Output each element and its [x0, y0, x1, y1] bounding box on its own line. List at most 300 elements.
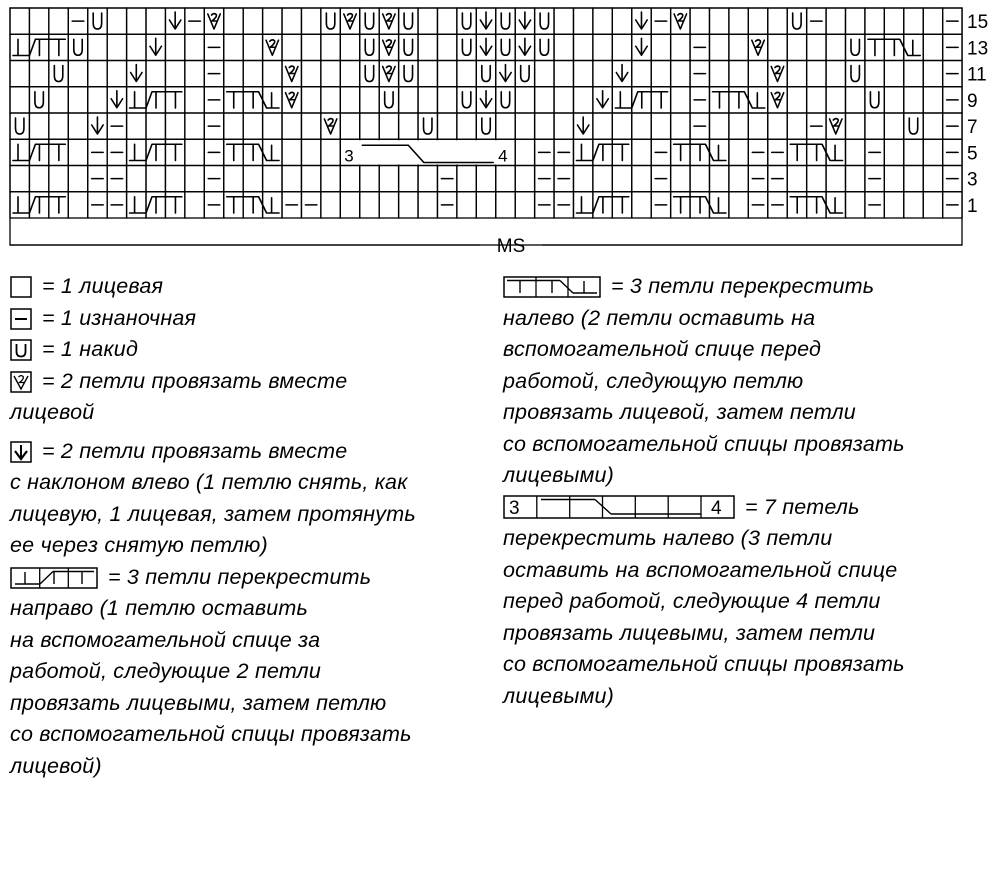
row-number: 3	[967, 169, 978, 191]
chart-cell	[360, 8, 379, 34]
k2tog-digit	[270, 40, 276, 47]
yarn-over-symbol	[404, 39, 412, 55]
chart-cell	[923, 8, 942, 34]
chart-cell	[224, 8, 243, 34]
chart-cell	[68, 113, 87, 139]
chart-cell	[709, 8, 728, 34]
chart-cell	[923, 61, 942, 87]
chart-cell	[807, 61, 826, 87]
chart-cell	[107, 34, 126, 60]
chart-cell	[49, 87, 68, 113]
chart-cell	[787, 166, 806, 192]
cross-right-symbol	[13, 144, 65, 160]
chart-cell	[418, 8, 437, 34]
chart-cell	[437, 61, 456, 87]
chart-cell	[379, 87, 398, 113]
chart-cell	[612, 166, 631, 192]
chart-cell	[904, 8, 923, 34]
chart-cell	[185, 192, 204, 218]
chart-cell	[476, 192, 495, 218]
chart-cell	[340, 61, 359, 87]
legend-cross-right-text-7: лицевой)	[10, 753, 102, 778]
chart-cell	[496, 87, 515, 113]
chart-cell	[88, 61, 107, 87]
chart-cell	[593, 113, 612, 139]
chart-cell	[165, 61, 184, 87]
chart-cell	[10, 166, 29, 192]
chart-cell	[88, 8, 107, 34]
yarn-over-symbol	[35, 92, 43, 108]
chart-cell	[904, 61, 923, 87]
knit-stitch-icon	[10, 276, 32, 298]
cross-left-symbol	[674, 197, 726, 213]
yarn-over-symbol	[540, 39, 548, 55]
chart-cell	[68, 139, 87, 165]
chart-cell	[321, 61, 340, 87]
chart-cell	[729, 8, 748, 34]
chart-cell	[923, 166, 942, 192]
chart-cell	[49, 61, 68, 87]
yarn-over-symbol	[54, 66, 62, 82]
row-number: 13	[967, 38, 989, 60]
chart-cell	[165, 34, 184, 60]
legend-cross-left-text-2: налево (2 петли оставить на	[503, 305, 816, 330]
chart-cell	[399, 61, 418, 87]
chart-cell	[360, 192, 379, 218]
chart-cell	[884, 192, 903, 218]
cross-left-symbol	[227, 197, 279, 213]
yarn-over-symbol	[870, 92, 878, 108]
chart-cell	[904, 166, 923, 192]
yarn-over-symbol	[501, 13, 509, 29]
chart-cell	[535, 61, 554, 87]
chart-cell	[535, 8, 554, 34]
chart-cell	[554, 8, 573, 34]
chart-cell	[127, 34, 146, 60]
yarn-over-symbol	[404, 13, 412, 29]
yarn-over-symbol	[793, 13, 801, 29]
cross-left-symbol	[868, 39, 920, 55]
legend-cross-right	[10, 562, 416, 594]
chart-cell	[282, 8, 301, 34]
knitting-chart	[0, 0, 1000, 260]
yarn-over-symbol	[404, 66, 412, 82]
chart-cell	[10, 139, 29, 165]
chart-cell	[127, 87, 146, 113]
chart-cell	[690, 8, 709, 34]
chart-cell	[845, 87, 864, 113]
chart-cell	[263, 61, 282, 87]
chart-cell	[923, 139, 942, 165]
chart-cell	[127, 166, 146, 192]
chart-cell	[884, 166, 903, 192]
yarn-over-symbol	[326, 13, 334, 29]
yarn-over-symbol	[540, 13, 548, 29]
chart-cell	[127, 8, 146, 34]
chart-cell	[515, 61, 534, 87]
legend-purl-text: = 1 изнаночная	[42, 305, 197, 330]
yarn-over-symbol	[365, 39, 373, 55]
chart-cell	[301, 139, 320, 165]
legend-cable7-text-3: оставить на вспомогательной спице	[503, 557, 898, 582]
legend-cross-right-text-6: со вспомогательной спицы провязать	[10, 722, 412, 746]
yarn-over-symbol	[74, 39, 82, 55]
chart-cell	[321, 34, 340, 60]
chart-cell	[496, 8, 515, 34]
chart-cell	[399, 113, 418, 139]
chart-cell	[554, 34, 573, 60]
chart-cell	[301, 87, 320, 113]
chart-cell	[437, 34, 456, 60]
chart-cell	[457, 166, 476, 192]
chart-cell	[10, 113, 29, 139]
chart-cell	[10, 8, 29, 34]
chart-cell	[68, 192, 87, 218]
chart-cell	[399, 87, 418, 113]
k2tog-digit	[756, 40, 762, 47]
chart-cell	[107, 8, 126, 34]
chart-cell	[360, 61, 379, 87]
yarn-over-symbol	[482, 118, 490, 134]
chart-cell	[165, 166, 184, 192]
chart-cell	[593, 34, 612, 60]
chart-cell	[904, 113, 923, 139]
chart-cell	[49, 8, 68, 34]
yarn-over-symbol	[385, 92, 393, 108]
chart-cell	[185, 34, 204, 60]
chart-cell	[787, 61, 806, 87]
legend-right-column	[503, 271, 905, 712]
chart-cell	[88, 87, 107, 113]
chart-cell	[768, 113, 787, 139]
chart-cell	[709, 61, 728, 87]
legend-ssk-text-2: с наклоном влево (1 петлю снять, как	[10, 470, 408, 494]
chart-cell	[418, 166, 437, 192]
chart-cell	[107, 61, 126, 87]
chart-cell	[29, 87, 48, 113]
cross-left-symbol	[712, 92, 764, 108]
chart-cell	[573, 8, 592, 34]
chart-cell	[127, 113, 146, 139]
chart-cell	[476, 113, 495, 139]
chart-cell	[243, 113, 262, 139]
k2tog-digit	[386, 66, 392, 73]
k2tog-digit	[212, 14, 218, 21]
chart-cell	[263, 113, 282, 139]
legend-cable7-text-7: лицевыми)	[503, 683, 615, 708]
legend-cable7-text-2: перекрестить налево (3 петли	[503, 526, 833, 550]
chart-cell	[923, 192, 942, 218]
cross-right-symbol	[130, 197, 182, 213]
chart-cell	[573, 166, 592, 192]
chart-cell	[826, 61, 845, 87]
chart-cell	[515, 113, 534, 139]
legend-cross-left-text-6: со вспомогательной спицы провязать	[503, 431, 905, 456]
chart-cell	[29, 166, 48, 192]
legend-cable7-text-1: = 7 петель	[745, 494, 860, 519]
chart-cell	[845, 8, 864, 34]
chart-cell	[632, 113, 651, 139]
chart-cell	[748, 8, 767, 34]
chart-cell	[49, 166, 68, 192]
chart-cell	[632, 192, 651, 218]
chart-cell	[826, 8, 845, 34]
chart-cell	[554, 113, 573, 139]
legend-ssk-text-3: лицевую, 1 лицевая, затем протянуть	[10, 501, 416, 526]
chart-cell	[243, 34, 262, 60]
chart-cell	[612, 87, 631, 113]
chart-cell	[457, 87, 476, 113]
row-number: 7	[967, 117, 978, 138]
chart-cell	[340, 87, 359, 113]
row-number: 11	[967, 64, 987, 86]
chart-cell	[360, 113, 379, 139]
chart-cell	[709, 113, 728, 139]
chart-cell	[165, 113, 184, 139]
legend-ssk	[10, 436, 416, 468]
chart-cell	[185, 113, 204, 139]
legend-cross-left	[503, 271, 905, 303]
chart-cell	[651, 34, 670, 60]
chart-cell	[826, 87, 845, 113]
cross-left-symbol	[790, 144, 842, 160]
chart-cell	[224, 61, 243, 87]
chart-cell	[923, 113, 942, 139]
chart-cell	[379, 192, 398, 218]
chart-cell	[68, 34, 87, 60]
cross-left-symbol	[227, 92, 279, 108]
legend-k2tog	[10, 366, 416, 398]
yarn-over-symbol	[462, 39, 470, 55]
chart-cell	[301, 34, 320, 60]
chart-cell	[437, 113, 456, 139]
chart-cell	[437, 87, 456, 113]
chart-cell	[845, 192, 864, 218]
chart-cell	[535, 87, 554, 113]
chart-cell	[282, 139, 301, 165]
chart-cell	[729, 192, 748, 218]
chart-cell	[360, 34, 379, 60]
chart-cell	[865, 8, 884, 34]
cross-right-symbol	[130, 144, 182, 160]
legend-cross-left-text-4: работой, следующую петлю	[503, 368, 804, 393]
cross-right-symbol	[576, 197, 628, 213]
row-number: 5	[967, 143, 978, 165]
chart-cell	[865, 113, 884, 139]
chart-cell	[476, 166, 495, 192]
row-number: 15	[967, 12, 989, 33]
chart-cell	[690, 166, 709, 192]
chart-cell	[418, 34, 437, 60]
chart-cell	[515, 139, 534, 165]
chart-cell	[554, 87, 573, 113]
yarn-over-symbol	[501, 92, 509, 108]
baseline-label: MS	[496, 236, 526, 257]
chart-cell	[437, 8, 456, 34]
chart-cell	[146, 166, 165, 192]
legend-cross-right-text-1: = 3 петли перекрестить	[108, 564, 372, 589]
legend-left-column	[10, 271, 416, 782]
legend-ssk-text-1: = 2 петли провязать вместе	[42, 438, 348, 463]
row-number: 9	[967, 90, 978, 112]
chart-cell	[360, 87, 379, 113]
yarn-over-symbol	[424, 118, 432, 134]
chart-cell	[612, 113, 631, 139]
k2tog-icon	[10, 371, 32, 393]
chart-cell	[632, 166, 651, 192]
chart-cell	[321, 87, 340, 113]
legend-k2tog-text-1: = 2 петли провязать вместе	[42, 368, 348, 393]
yarn-over-symbol	[501, 39, 509, 55]
chart-cell	[884, 87, 903, 113]
chart-cell	[379, 113, 398, 139]
chart-cell	[321, 8, 340, 34]
chart-cell	[29, 61, 48, 87]
chart-cell	[360, 166, 379, 192]
chart-cell	[845, 139, 864, 165]
cross-right-symbol	[576, 144, 628, 160]
legend-cable7-text-5: провязать лицевыми, затем петли	[503, 620, 876, 645]
yarn-over-symbol	[851, 66, 859, 82]
chart-cell	[768, 8, 787, 34]
legend-k2tog-text-2: лицевой	[10, 400, 95, 424]
chart-cell	[632, 61, 651, 87]
chart-cell	[729, 139, 748, 165]
chart-cell	[593, 166, 612, 192]
chart-cell	[845, 166, 864, 192]
legend-ssk-text-4: ее через снятую петлю)	[10, 533, 268, 557]
chart-cell	[729, 34, 748, 60]
k2tog-digit	[289, 66, 295, 73]
chart-cell	[671, 61, 690, 87]
chart-cell	[535, 34, 554, 60]
chart-cell	[301, 8, 320, 34]
chart-cell	[671, 166, 690, 192]
chart-cell	[787, 87, 806, 113]
yarn-over-symbol	[462, 92, 470, 108]
row-number-column	[967, 12, 988, 217]
chart-cell	[807, 87, 826, 113]
cross-right-icon	[10, 567, 98, 589]
cable-7-left-number: 3	[344, 146, 354, 166]
chart-cell	[224, 113, 243, 139]
legend-purl	[10, 303, 416, 335]
chart-cell	[671, 113, 690, 139]
chart-cell	[321, 192, 340, 218]
k2tog-digit	[386, 40, 392, 47]
chart-cell	[651, 61, 670, 87]
chart-cell	[826, 166, 845, 192]
chart-cell	[671, 34, 690, 60]
chart-cell	[845, 61, 864, 87]
chart-cell	[496, 166, 515, 192]
cable-7-icon	[503, 495, 735, 519]
cross-right-symbol	[130, 92, 182, 108]
chart-cell	[301, 166, 320, 192]
chart-cell	[573, 61, 592, 87]
chart-cell	[826, 34, 845, 60]
legend-cable7-text-6: со вспомогательной спицы провязать	[503, 652, 905, 676]
chart-cell	[282, 113, 301, 139]
chart-cell	[632, 139, 651, 165]
chart-cell	[340, 113, 359, 139]
chart-cell	[729, 166, 748, 192]
cross-left-icon	[503, 276, 601, 298]
chart-cell	[904, 87, 923, 113]
chart-cell	[282, 34, 301, 60]
chart-cell	[845, 34, 864, 60]
chart-cell	[321, 166, 340, 192]
legend-yarn-over	[10, 334, 416, 366]
legend-cross-left-text-3: вспомогательной спице перед	[503, 337, 822, 361]
chart-cell	[301, 61, 320, 87]
cross-left-symbol	[227, 144, 279, 160]
chart-cell	[29, 8, 48, 34]
legend-knit	[10, 271, 416, 303]
chart-cell	[10, 87, 29, 113]
chart-cell	[573, 34, 592, 60]
cable-7-cell-mask	[341, 140, 514, 164]
chart-cell	[340, 34, 359, 60]
chart-cell	[457, 192, 476, 218]
chart-cell	[923, 34, 942, 60]
chart-cell	[612, 34, 631, 60]
yarn-over-symbol	[482, 66, 490, 82]
chart-cell	[127, 139, 146, 165]
chart-cell	[904, 139, 923, 165]
k2tog-digit	[775, 66, 781, 73]
chart-cell	[535, 113, 554, 139]
chart-cell	[709, 166, 728, 192]
chart-cell	[88, 34, 107, 60]
chart-cell	[224, 166, 243, 192]
k2tog-digit	[386, 14, 392, 21]
chart-cell	[593, 8, 612, 34]
k2tog-digit	[833, 119, 839, 126]
yarn-over-symbol	[16, 118, 24, 134]
cross-right-symbol	[13, 39, 65, 55]
chart-cell	[515, 192, 534, 218]
yarn-over-symbol	[365, 66, 373, 82]
legend-cable7	[503, 492, 905, 524]
chart-cell	[729, 113, 748, 139]
chart-cell	[709, 34, 728, 60]
chart-cell	[884, 113, 903, 139]
chart-cell	[573, 87, 592, 113]
chart-cell	[146, 61, 165, 87]
legend-cross-left-text-5: провязать лицевой, затем петли	[503, 400, 856, 424]
yarn-over-symbol	[521, 66, 529, 82]
chart-cell	[379, 166, 398, 192]
chart-cell	[68, 87, 87, 113]
chart-cell	[49, 113, 68, 139]
cross-left-symbol	[674, 144, 726, 160]
row-number: 1	[967, 195, 978, 217]
chart-cell	[923, 87, 942, 113]
chart-cell	[729, 61, 748, 87]
chart-cell	[612, 8, 631, 34]
chart-cell	[884, 8, 903, 34]
chart-cell	[321, 139, 340, 165]
chart-cell	[807, 166, 826, 192]
chart-cell	[29, 113, 48, 139]
chart-cell	[671, 87, 690, 113]
chart-cell	[748, 113, 767, 139]
chart-cell	[224, 34, 243, 60]
chart-cell	[865, 87, 884, 113]
yarn-over-symbol	[93, 13, 101, 29]
chart-cell	[10, 61, 29, 87]
